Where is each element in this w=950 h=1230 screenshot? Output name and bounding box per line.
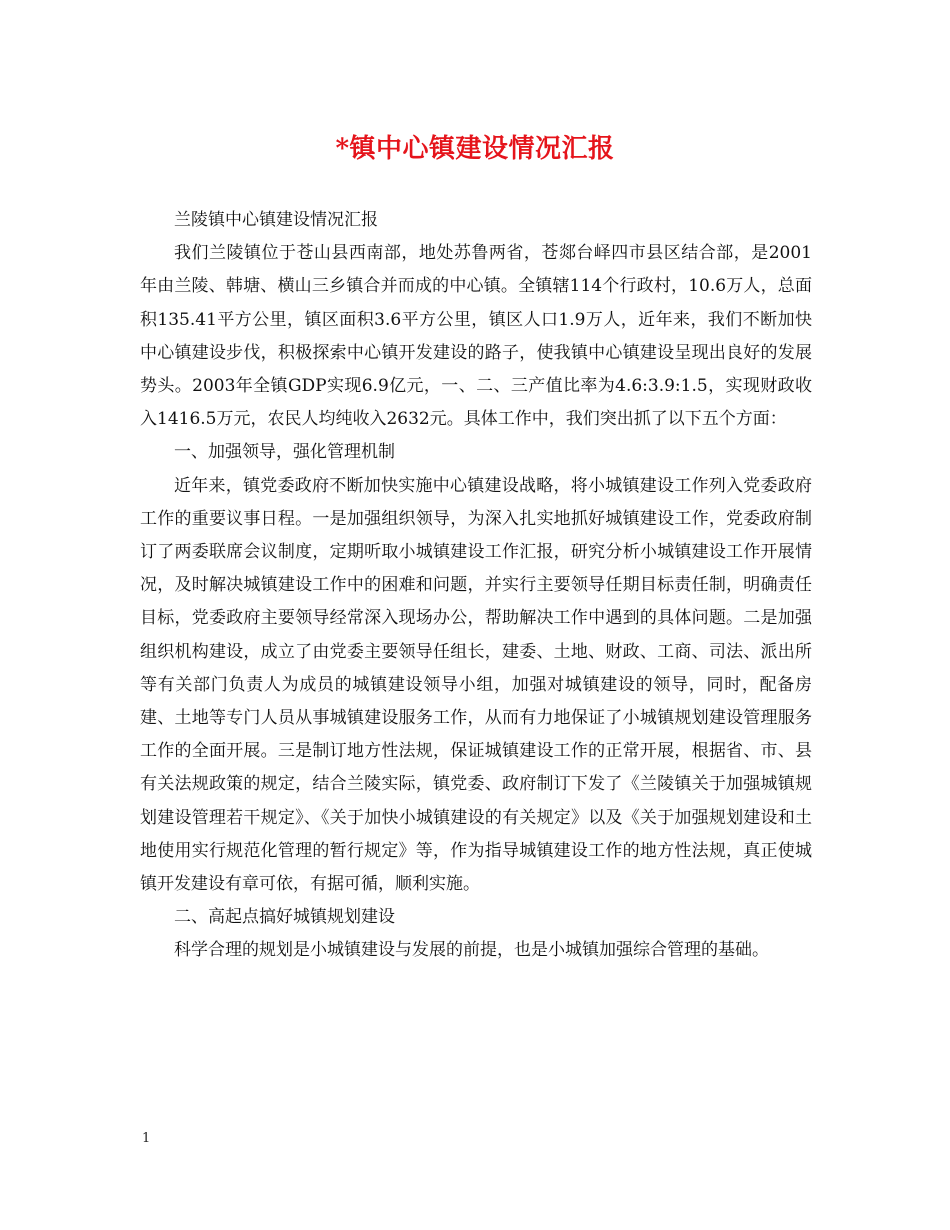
section-heading-1: 一、加强领导，强化管理机制 [174,442,395,463]
section-heading-2: 二、高起点搞好城镇规划建设 [174,907,395,928]
intro-paragraph: 我们兰陵镇位于苍山县西南部，地处苏鲁两省，苍郯台峄四市县区结合部，是2001年由兰陵、韩塘、横山三乡镇合并而成的中心镇。全镇辖114个行政村，10.6万人，总面积135.41平方公里，镇区面积3.6平方公里，镇区人口1.9万人，近年来，我们不断加快中心镇建设步伐，积极探索中心镇开发建设的路子，使我镇中心镇建设呈现出良好的发展势头。2003年全镇GDP实现6.9亿元，一、二、三产值比率为4.6:3.9:1.5，实现财政收入1416.5万元，农民人均纯收入2632元。具体工作中，我们突出抓了以下五个方面： [140,243,812,430]
document-body [140,204,812,968]
section-2-paragraph: 科学合理的规划是小城镇建设与发展的前提，也是小城镇加强综合管理的基础。 [174,940,769,961]
document-title: *镇中心镇建设情况汇报 [335,134,615,164]
page-number: 1 [142,1131,151,1146]
section-1-paragraph: 近年来，镇党委政府不断加快实施中心镇建设战略，将小城镇建设工作列入党委政府工作的重要议事日程。一是加强组织领导，为深入扎实地抓好城镇建设工作，党委政府制订了两委联席会议制度，定期听取小城镇建设工作汇报，研究分析小城镇建设工作开展情况，及时解决城镇建设工作中的困难和问题，并实行主要领导任期目标责任制，明确责任目标，党委政府主要领导经常深入现场办公，帮助解决工作中遇到的具体问题。二是加强组织机构建设，成立了由党委主要领导任组长，建委、土地、财政、工商、司法、派出所等有关部门负责人为成员的城镇建设领导小组，加强对城镇建设的领导，同时，配备房建、土地等专门人员从事城镇建设服务工作，从而有力地保证了小城镇规划建设管理服务工作的全面开展。三是制订地方性法规，保证城镇建设工作的正常开展，根据省、市、县有关法规政策的规定，结合兰陵实际，镇党委、政府制订下发了《兰陵镇关于加强城镇规划建设管理若干规定》、《关于加快小城镇建设的有关规定》以及《关于加强规划建设和土地使用实行规范化管理的暂行规定》等，作为指导城镇建设工作的地方性法规，真正使城镇开发建设有章可依，有据可循，顺利实施。 [140,475,812,895]
subtitle-paragraph: 兰陵镇中心镇建设情况汇报 [174,210,378,230]
